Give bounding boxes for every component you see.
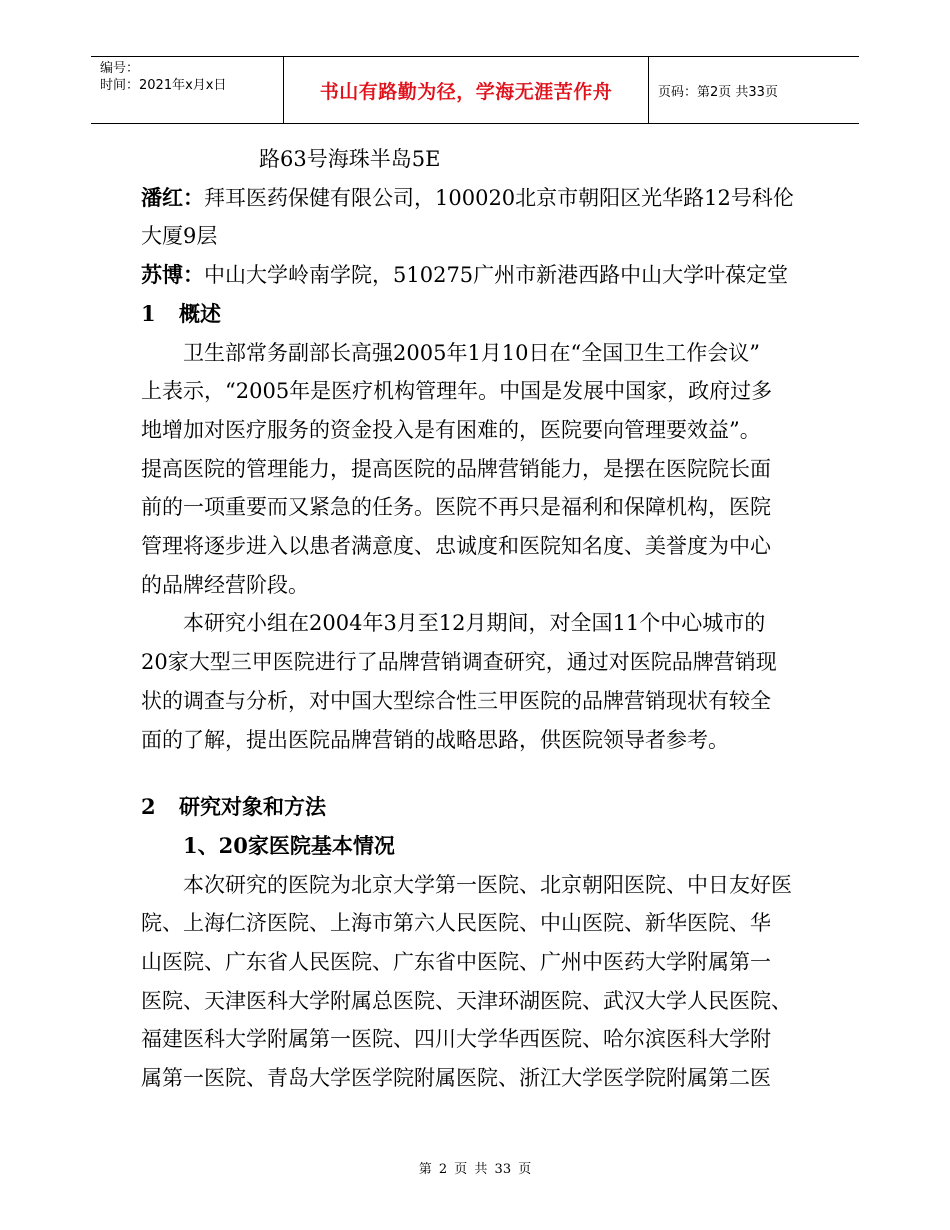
paragraph-2 bbox=[141, 604, 821, 759]
section-1-heading bbox=[141, 295, 821, 334]
author-pan-line2: 大厦9层 bbox=[141, 224, 218, 249]
address-continuation: 路63号海珠半岛5E bbox=[259, 147, 441, 171]
paragraph-line: 管理将逐步进入以患者满意度、忠诚度和医院知名度、美誉度为中心 bbox=[141, 534, 771, 559]
number-label: 编号： bbox=[100, 61, 140, 76]
paragraph-line: 院、上海仁济医院、上海市第六人民医院、中山医院、新华医院、华 bbox=[141, 911, 771, 936]
paragraph-line: 状的调查与分析，对中国大型综合性三甲医院的品牌营销现状有较全 bbox=[141, 688, 771, 713]
paragraph-line: 卫生部常务副部长高强2005年1月10日在“全国卫生工作会议” bbox=[183, 340, 760, 365]
header-page-info: 页码：第2页 共33页 bbox=[658, 84, 778, 100]
document-body bbox=[141, 140, 821, 1098]
time-label: 时间：2021年x月x日 bbox=[100, 78, 227, 93]
paragraph-line: 本研究小组在2004年3月至12月期间，对全国11个中心城市的 bbox=[183, 611, 766, 636]
paragraph-line: 本次研究的医院为北京大学第一医院、北京朝阳医院、中日友好医 bbox=[183, 872, 792, 897]
section-1-title: 概述 bbox=[179, 300, 221, 326]
paragraph-line: 属第一医院、青岛大学医学院附属医院、浙江大学医学院附属第二医 bbox=[141, 1066, 771, 1091]
subsection-1-heading: 1、20家医院基本情况 bbox=[183, 832, 395, 858]
paragraph-1 bbox=[141, 334, 821, 605]
blank-gap bbox=[141, 759, 821, 788]
page-footer: 第 2 页 共 33 页 bbox=[418, 1162, 532, 1177]
paragraph-line: 面的了解，提出医院品牌营销的战略思路，供医院领导者参考。 bbox=[141, 727, 729, 752]
paragraph-line: 的品牌经营阶段。 bbox=[141, 572, 309, 597]
paragraph-line: 医院、天津医科大学附属总医院、天津环湖医院、武汉大学人民医院、 bbox=[141, 988, 792, 1013]
paragraph-line: 上表示，“2005年是医疗机构管理年。中国是发展中国家，政府过多 bbox=[141, 379, 773, 404]
paragraph-line: 提高医院的管理能力，提高医院的品牌营销能力，是摆在医院院长面 bbox=[141, 456, 771, 481]
page-header bbox=[91, 56, 859, 124]
author-pan-address: 拜耳医药保健有限公司，100020北京市朝阳区光华路12号科伦 bbox=[204, 185, 794, 210]
header-meta bbox=[91, 57, 284, 123]
header-motto: 书山有路勤为径，学海无涯苦作舟 bbox=[284, 57, 649, 123]
author-pan-line1 bbox=[141, 179, 821, 218]
paragraph-line: 20家大型三甲医院进行了品牌营销调查研究，通过对医院品牌营销现 bbox=[141, 650, 777, 675]
section-1-number: 1 bbox=[141, 300, 156, 326]
author-pan-name: 潘红： bbox=[141, 184, 204, 210]
author-su-address: 中山大学岭南学院，510275广州市新港西路中山大学叶葆定堂 bbox=[204, 263, 789, 288]
paragraph-line: 前的一项重要而又紧急的任务。医院不再只是福利和保障机构，医院 bbox=[141, 495, 771, 520]
paragraph-3 bbox=[141, 866, 821, 1098]
paragraph-line: 山医院、广东省人民医院、广东省中医院、广州中医药大学附属第一 bbox=[141, 950, 771, 975]
paragraph-line: 福建医科大学附属第一医院、四川大学华西医院、哈尔滨医科大学附 bbox=[141, 1027, 771, 1052]
author-su-name: 苏博： bbox=[141, 262, 204, 288]
paragraph-line: 地增加对医疗服务的资金投入是有困难的，医院要向管理要效益”。 bbox=[141, 417, 761, 442]
author-su-line bbox=[141, 256, 821, 295]
section-2-title: 研究对象和方法 bbox=[179, 794, 326, 820]
section-2-number: 2 bbox=[141, 794, 156, 820]
section-2-heading bbox=[141, 788, 821, 827]
